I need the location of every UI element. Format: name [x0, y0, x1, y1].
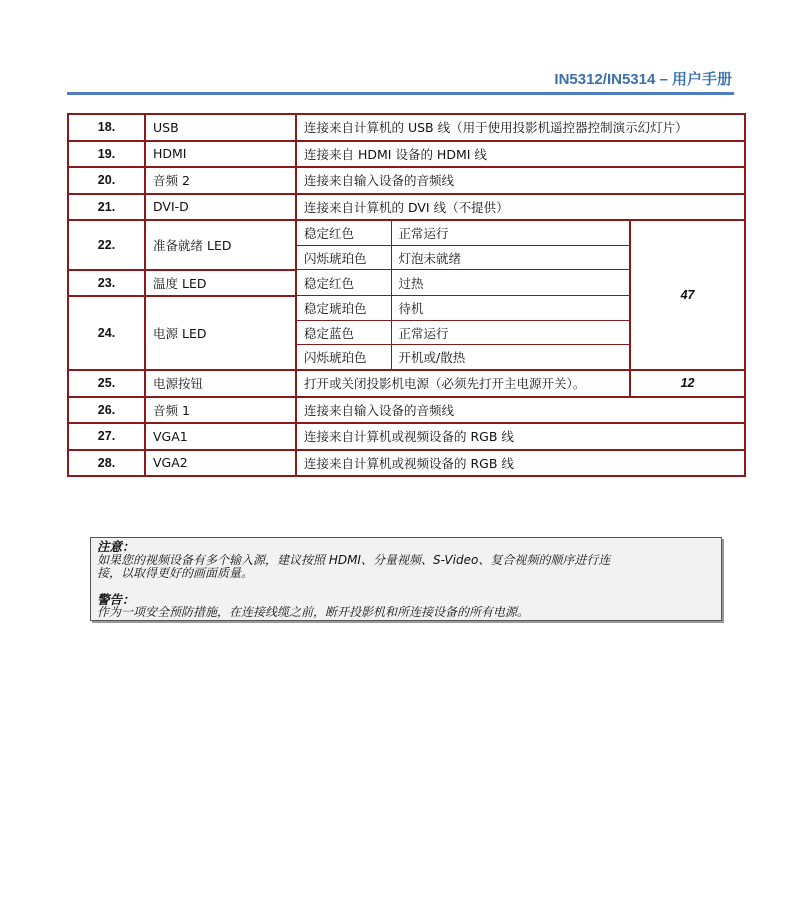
- led-meaning: 正常运行: [391, 320, 630, 345]
- connector-description: 连接来自计算机或视频设备的 RGB 线: [296, 450, 745, 477]
- connector-description: 连接来自 HDMI 设备的 HDMI 线: [296, 141, 745, 168]
- row-number: 23.: [68, 270, 145, 296]
- note-text-line2: 接，以取得更好的画面质量。: [97, 566, 254, 580]
- connector-description: 连接来自输入设备的音频线: [296, 397, 745, 424]
- led-state: 稳定红色: [296, 270, 391, 296]
- warning-text: 作为一项安全预防措施，在连接线缆之前，断开投影机和所连接设备的所有电源。: [97, 605, 530, 619]
- table-row: [68, 141, 745, 168]
- note-text-line1: 如果您的视频设备有多个输入源，建议按照 HDMI、分量视频、S-Video、复合视频的顺序进行连: [97, 552, 611, 567]
- led-meaning: 灯泡未就绪: [391, 245, 630, 270]
- led-state: 稳定红色: [296, 220, 391, 245]
- page-header-title: IN5312/IN5314 – 用户手册: [554, 71, 732, 88]
- page-reference: 47: [630, 220, 745, 370]
- table-row: [68, 220, 745, 245]
- note-heading: 注意：: [97, 539, 135, 554]
- connector-name: 准备就绪 LED: [145, 220, 296, 270]
- spacer: [97, 581, 715, 593]
- led-meaning: 过热: [391, 270, 630, 296]
- note-box: [90, 537, 722, 621]
- warning-heading: 警告：: [97, 591, 135, 607]
- table-row: [68, 167, 745, 194]
- connector-description: 连接来自计算机或视频设备的 RGB 线: [296, 423, 745, 450]
- led-meaning: 待机: [391, 296, 630, 321]
- connector-name: HDMI: [145, 141, 296, 168]
- connector-name: 温度 LED: [145, 270, 296, 296]
- connector-name: USB: [145, 114, 296, 141]
- led-state: 闪烁琥珀色: [296, 345, 391, 370]
- table-row: [68, 423, 745, 450]
- led-state: 稳定琥珀色: [296, 296, 391, 321]
- connector-description: 打开或关闭投影机电源（必须先打开主电源开关）。: [296, 370, 630, 397]
- table-row: [68, 194, 745, 221]
- led-meaning: 开机或/散热: [391, 345, 630, 370]
- row-number: 20.: [68, 167, 145, 194]
- led-state: 稳定蓝色: [296, 320, 391, 345]
- connector-description: 连接来自计算机的 DVI 线（不提供）: [296, 194, 745, 221]
- connector-table: [67, 113, 746, 477]
- row-number: 27.: [68, 423, 145, 450]
- connector-name: 电源 LED: [145, 296, 296, 371]
- connector-name: 电源按钮: [145, 370, 296, 397]
- row-number: 22.: [68, 220, 145, 270]
- connector-name: 音频 1: [145, 397, 296, 424]
- row-number: 28.: [68, 450, 145, 477]
- row-number: 25.: [68, 370, 145, 397]
- connector-description: 连接来自计算机的 USB 线（用于使用投影机遥控器控制演示幻灯片）: [296, 114, 745, 141]
- led-meaning: 正常运行: [391, 220, 630, 245]
- row-number: 24.: [68, 296, 145, 371]
- table-row: [68, 114, 745, 141]
- page-reference: 12: [630, 370, 745, 397]
- table-row: [68, 450, 745, 477]
- row-number: 21.: [68, 194, 145, 221]
- row-number: 26.: [68, 397, 145, 424]
- connector-name: VGA1: [145, 423, 296, 450]
- row-number: 18.: [68, 114, 145, 141]
- row-number: 19.: [68, 141, 145, 168]
- connector-name: VGA2: [145, 450, 296, 477]
- connector-description: 连接来自输入设备的音频线: [296, 167, 745, 194]
- header-rule: [67, 92, 734, 95]
- connector-name: DVI-D: [145, 194, 296, 221]
- table-row: [68, 370, 745, 397]
- led-state: 闪烁琥珀色: [296, 245, 391, 270]
- connector-name: 音频 2: [145, 167, 296, 194]
- table-row: [68, 397, 745, 424]
